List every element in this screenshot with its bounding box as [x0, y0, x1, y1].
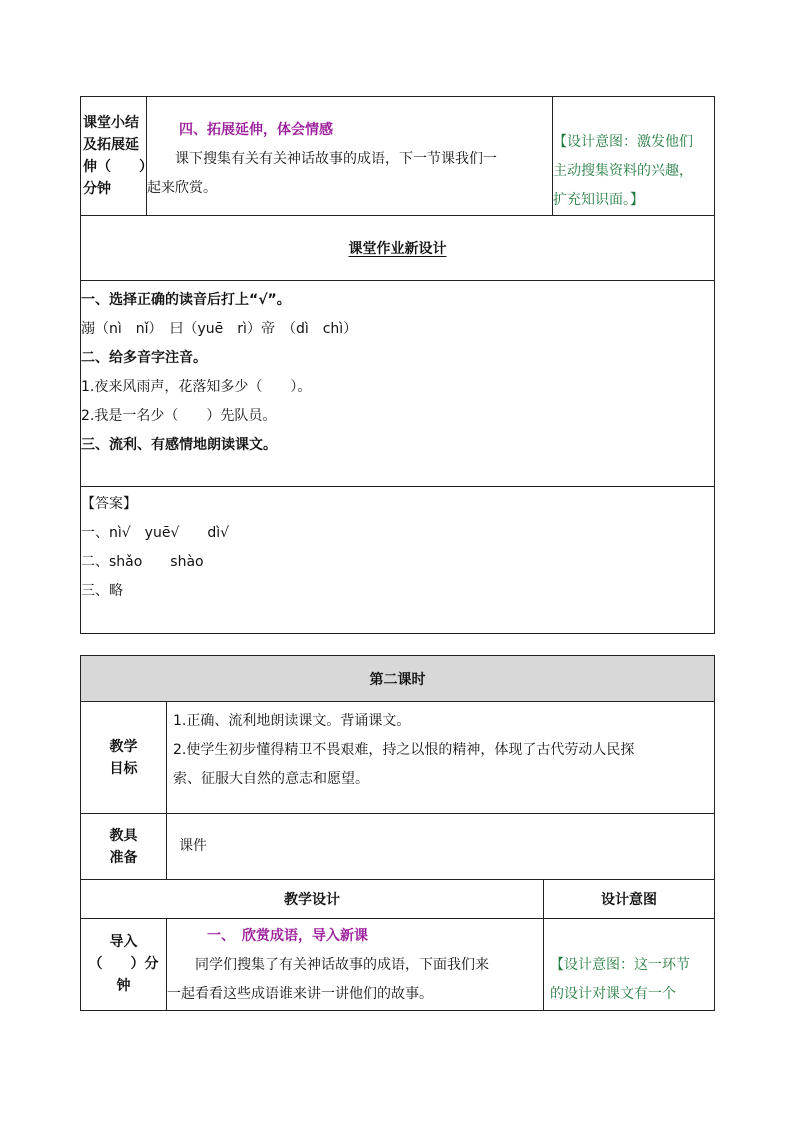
summary-label-cell	[81, 97, 153, 216]
goals-label-line: 教学	[109, 738, 138, 755]
homework-title-cell	[81, 216, 715, 281]
intent-header-cell	[544, 880, 715, 919]
summary-text: 起来欣赏。	[147, 180, 217, 196]
summary-label-line: 课堂小结	[83, 115, 139, 131]
tools-content-cell	[167, 814, 715, 880]
intro-intent-line: 的设计对课文有一个	[550, 986, 676, 1002]
tools-label-line: 教具	[109, 827, 138, 844]
goal-line: 1.正确、流利地朗读课文。背诵课文。	[173, 713, 411, 729]
goals-content-cell	[167, 702, 715, 814]
intro-text: 一起看看这些成语谁来讲一讲他们的故事。	[167, 986, 433, 1002]
tools-value: 课件	[179, 838, 207, 854]
intro-intent-line: 【设计意图：这一环节	[550, 957, 690, 973]
homework-question: 三、流利、有感情地朗读课文。	[81, 437, 277, 453]
intro-label-line: 导入	[109, 934, 138, 950]
lesson-table-part1	[80, 96, 715, 634]
homework-cell	[81, 281, 715, 487]
homework-question: 1.夜来风雨声，花落知多少（ ）。	[81, 379, 312, 395]
tools-label-cell	[81, 814, 167, 880]
design-intent-line: 主动搜集资料的兴趣，	[553, 163, 693, 179]
section-title: 第二课时	[369, 671, 426, 688]
intro-content-cell	[167, 919, 544, 1011]
design-intent-line: 扩充知识面。】	[553, 192, 644, 208]
summary-content-cell	[147, 97, 553, 216]
answer-cell	[81, 487, 715, 634]
answer-line: 【答案】	[81, 496, 137, 512]
intro-label-line: 钟	[116, 978, 131, 994]
summary-intent-cell	[553, 97, 715, 216]
answer-line: 三、略	[81, 583, 123, 599]
tools-label-line: 准备	[109, 849, 138, 866]
summary-label-line: 伸（ ）	[83, 159, 153, 175]
intro-intent-cell	[544, 919, 715, 1011]
design-header-cell	[81, 880, 544, 919]
answer-line: 一、nì√ yuē√ dì√	[81, 525, 230, 541]
summary-label-line: 分钟	[83, 181, 111, 197]
goal-line: 索、征服大自然的意志和愿望。	[173, 771, 369, 787]
homework-question: 二、给多音字注音。	[81, 350, 207, 366]
homework-question: 一、选择正确的读音后打上“√”。	[81, 292, 291, 308]
summary-label-line: 及拓展延	[83, 137, 139, 153]
lesson-table-part2	[80, 655, 715, 1011]
answer-line: 二、shǎo shào	[81, 554, 204, 570]
homework-question: 2.我是一名少（ ）先队员。	[81, 408, 277, 424]
summary-text: 课下搜集有关有关神话故事的成语，下一节课我们一	[175, 151, 497, 167]
col-header-intent: 设计意图	[601, 892, 657, 908]
goal-line: 2.使学生初步懂得精卫不畏艰难，持之以恨的精神，体现了古代劳动人民探	[173, 742, 635, 758]
col-header-design: 教学设计	[284, 892, 340, 908]
intro-label-cell	[81, 919, 167, 1011]
design-intent-line: 【设计意图：激发他们	[553, 134, 693, 150]
intro-heading: 一、 欣赏成语，导入新课	[207, 928, 368, 944]
summary-heading: 四、拓展延伸，体会情感	[179, 122, 333, 138]
homework-title: 课堂作业新设计	[348, 241, 447, 257]
intro-label-line: （ ）分	[88, 956, 159, 972]
intro-text: 同学们搜集了有关神话故事的成语，下面我们来	[195, 957, 489, 973]
homework-question: 溺（nì nǐ） 曰（yuē rì）帝 （dì chì）	[81, 321, 358, 337]
goals-label-cell	[81, 702, 167, 814]
goals-label-line: 目标	[109, 760, 138, 777]
section-title-cell	[81, 656, 715, 702]
